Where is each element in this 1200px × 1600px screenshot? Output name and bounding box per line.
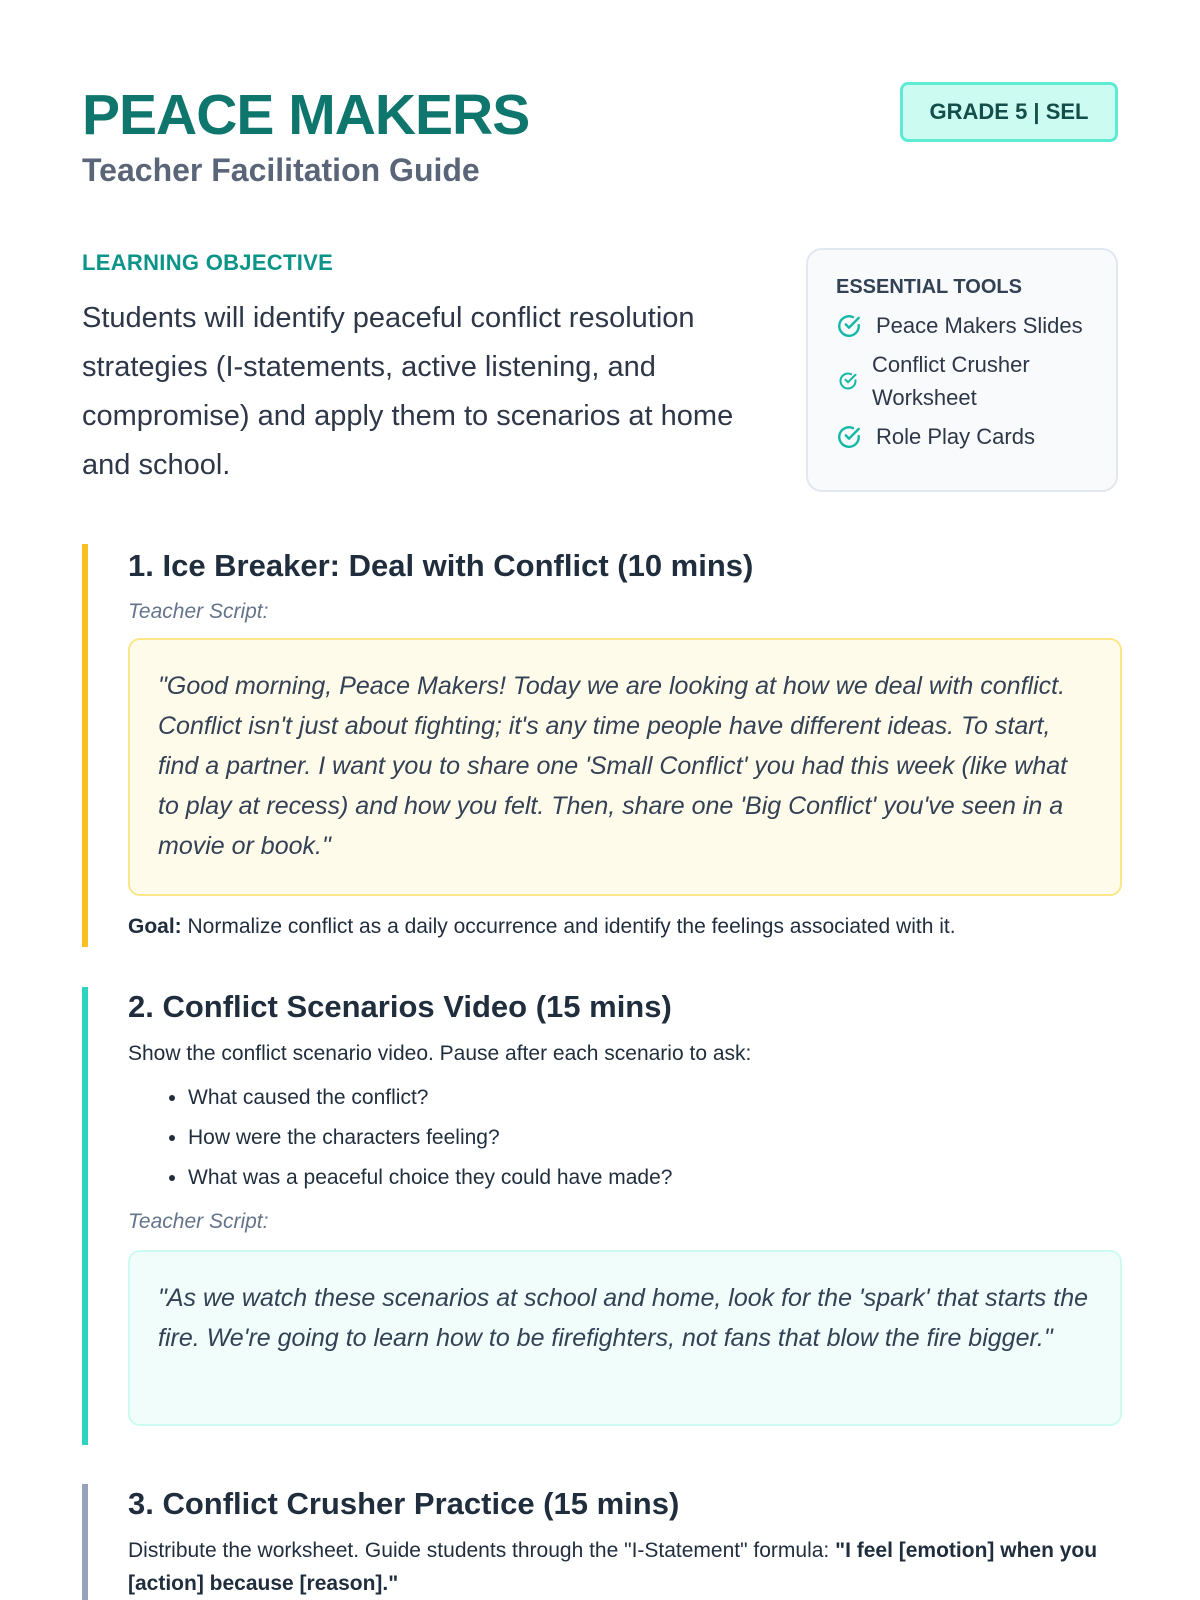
section-accent-bar <box>82 544 88 947</box>
list-item: • What was a peaceful choice they could have made? <box>188 1158 1122 1198</box>
section-intro <box>128 1534 1122 1600</box>
question-list <box>128 1078 1122 1198</box>
teacher-script-label: Teacher Script: <box>128 1210 269 1233</box>
tool-label: Role Play Cards <box>876 424 1035 449</box>
section-crusher-practice <box>82 1484 1122 1600</box>
check-circle-icon <box>838 371 858 391</box>
list-item: • What caused the conflict? <box>188 1078 1122 1118</box>
page-title: PEACE MAKERS <box>82 83 530 147</box>
section-ice-breaker <box>82 544 1122 947</box>
page-subtitle: Teacher Facilitation Guide <box>82 152 480 188</box>
objective-label: LEARNING OBJECTIVE <box>82 250 334 275</box>
teacher-script-quote: "As we watch these scenarios at school and home, look for the 'spark' that starts the fire. We're going to learn how to be firefighters, not fans that blow the fire bigger." <box>128 1250 1122 1426</box>
check-circle-icon <box>836 313 862 339</box>
header <box>82 0 1118 210</box>
essential-tools-card <box>806 248 1118 492</box>
objective-text: Students will identify peaceful conflict resolution strategies (I-statements, active listening, and compromise) and apply them to scenarios at home and school. <box>82 302 734 481</box>
grade-badge: GRADE 5 | SEL <box>900 82 1118 142</box>
objective-row <box>82 210 1118 510</box>
teacher-script-quote: "Good morning, Peace Makers! Today we are looking at how we deal with conflict. Conflict isn't just about fighting; it's any time people have different ideas. To start, find a partner. I want you to share one 'Small Conflict' you had this week (like what to play at recess) and how you felt. Then, share one 'Big Conflict' you've seen in a movie or book." <box>128 638 1122 896</box>
goal-label: Goal: <box>128 915 182 938</box>
i-statement-formula: "I feel [emotion] when you [action] because [reason]." <box>128 1539 1098 1595</box>
teacher-script-label: Teacher Script: <box>128 600 269 623</box>
section-heading: 1. Ice Breaker: Deal with Conflict (10 mins) <box>128 548 754 583</box>
tool-item <box>836 348 1090 414</box>
section-accent-bar <box>82 987 88 1445</box>
section-accent-bar <box>82 1484 88 1600</box>
list-item: • How were the characters feeling? <box>188 1118 1122 1158</box>
tools-title: ESSENTIAL TOOLS <box>836 276 1022 298</box>
section-heading: 3. Conflict Crusher Practice (15 mins) <box>128 1486 680 1521</box>
intro-text: Distribute the worksheet. Guide students through the "I-Statement" formula: <box>128 1539 836 1562</box>
tool-label: Peace Makers Slides <box>876 313 1083 338</box>
section-intro: Show the conflict scenario video. Pause after each scenario to ask: <box>128 1042 752 1065</box>
section-heading: 2. Conflict Scenarios Video (15 mins) <box>128 989 672 1024</box>
check-circle-icon <box>836 424 862 450</box>
tool-item <box>836 309 1090 342</box>
tool-item <box>836 420 1090 453</box>
tool-label: Conflict Crusher Worksheet <box>872 352 1030 410</box>
section-goal <box>128 910 1122 943</box>
section-conflict-video <box>82 987 1122 1445</box>
goal-text: Normalize conflict as a daily occurrence and identify the feelings associated with it. <box>181 915 956 938</box>
